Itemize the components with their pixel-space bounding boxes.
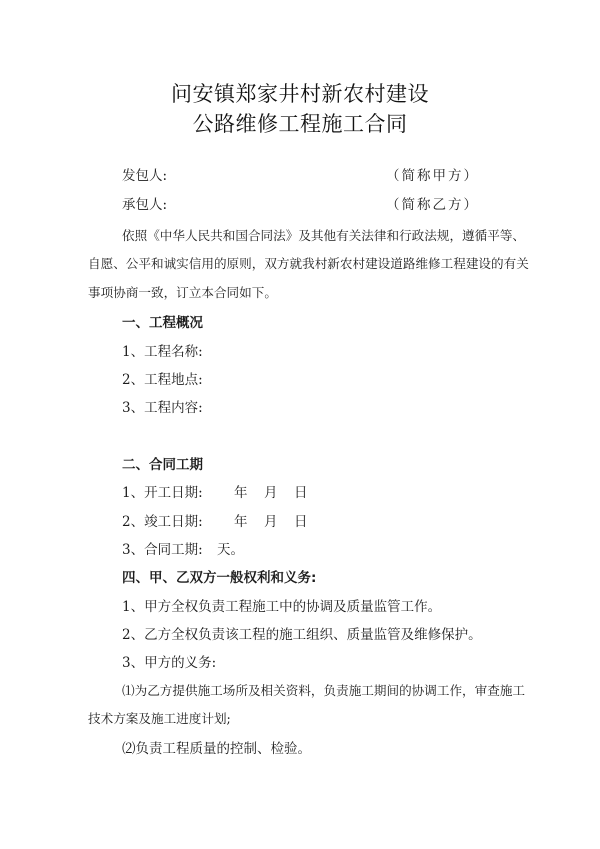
obligation-item-1: 1、甲方全权负责工程施工中的协调及质量监管工作。	[122, 599, 442, 615]
completion-date-month: 月	[264, 514, 278, 530]
title-line-2: 公路维修工程施工合同	[192, 112, 408, 136]
project-name-label: 1、工程名称:	[122, 344, 203, 360]
duration-label: 3、合同工期:	[122, 542, 203, 558]
completion-date-label: 2、竣工日期:	[122, 514, 203, 530]
section-1-heading: 一、工程概况	[122, 315, 203, 331]
completion-date-day: 日	[294, 514, 308, 530]
preamble-line-3: 事项协商一致，订立本合同如下。	[88, 285, 277, 300]
start-date-year: 年	[234, 485, 248, 501]
project-location-label: 2、工程地点:	[122, 372, 203, 388]
completion-date-year: 年	[234, 514, 248, 530]
start-date-day: 日	[294, 485, 308, 501]
duty-1-line-2: 技术方案及施工进度计划;	[88, 711, 231, 726]
contractor-note: （简称乙方）	[386, 197, 479, 213]
employer-note: （简称甲方）	[386, 168, 479, 184]
start-date-label: 1、开工日期:	[122, 485, 203, 501]
title-line-1: 问安镇郑家井村新农村建设	[171, 82, 429, 106]
duty-1-line-1: ⑴为乙方提供施工场所及相关资料，负责施工期间的协调工作，审查施工	[122, 683, 525, 698]
preamble-line-2: 自愿、公平和诚实信用的原则，双方就我村新农村建设道路维修工程建设的有关	[88, 256, 529, 271]
obligation-item-3: 3、甲方的义务:	[122, 655, 217, 671]
contractor-label: 承包人:	[122, 197, 168, 213]
section-2-heading: 二、合同工期	[122, 457, 203, 473]
start-date-month: 月	[264, 485, 278, 501]
section-4-heading: 四、甲、乙双方一般权利和义务:	[122, 570, 317, 586]
duration-unit: 天。	[217, 542, 244, 558]
preamble-line-1: 依照《中华人民共和国合同法》及其他有关法律和行政法规，遵循平等、	[122, 228, 525, 243]
duty-2: ⑵负责工程质量的控制、检验。	[122, 741, 311, 757]
obligation-item-2: 2、乙方全权负责该工程的施工组织、质量监管及维修保护。	[122, 627, 482, 643]
employer-label: 发包人:	[122, 168, 168, 184]
project-content-label: 3、工程内容:	[122, 400, 203, 416]
